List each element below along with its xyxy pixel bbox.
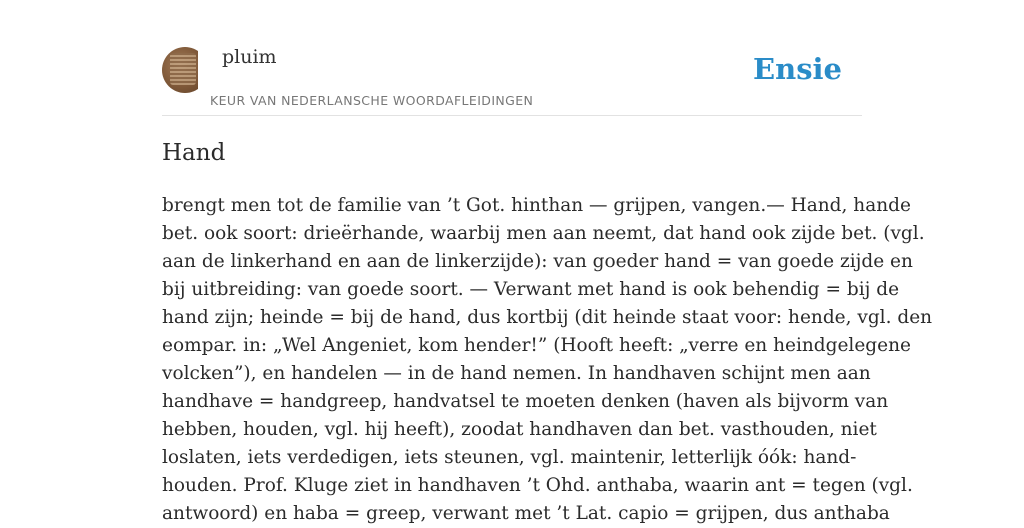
ensie-logo[interactable]: Ensie — [753, 52, 842, 86]
definition-line: hand zijn; heinde = bij de hand, dus kortbij (dit heinde staat voor: hende, vgl. den — [162, 307, 933, 328]
page — [162, 0, 933, 524]
avatar-mask — [198, 47, 208, 93]
definition-line: hebben, houden, vgl. hij heeft), zoodat handhaven dan bet. vasthouden, niet — [162, 419, 877, 440]
definition-line: bet. ook soort: drieërhande, waarbij men aan neemt, dat hand ook zijde bet. (vgl. — [162, 223, 925, 244]
definition-line: antwoord) en haba = greep, verwant met ’t Lat. capio = grijpen, dus anthaba — [162, 503, 890, 524]
collection-link[interactable]: KEUR VAN NEDERLANSCHE WOORDAFLEIDINGEN — [210, 93, 534, 108]
definition-line: houden. Prof. Kluge ziet in handhaven ’t Ohd. anthaba, waarin ant = tegen (vgl. — [162, 475, 913, 496]
definition-line: bij uitbreiding: van goede soort. — Verwant met hand is ook behendig = bij de — [162, 279, 900, 300]
book-page-icon — [170, 53, 196, 85]
definition-line: aan de linkerhand en aan de linkerzijde): van goeder hand = van goede zijde en — [162, 251, 913, 272]
avatar[interactable] — [162, 47, 208, 93]
definition-line: brengt men tot de familie van ’t Got. hinthan — grijpen, vangen.— Hand, hande — [162, 195, 911, 216]
definition-line: loslaten, iets verdedigen, iets steunen, vgl. maintenir, letterlijk óók: hand- — [162, 447, 857, 468]
definition-line: handhave = handgreep, handvatsel te moeten denken (haven als bijvorm van — [162, 391, 889, 412]
definition-line: eompar. in: „Wel Angeniet, kom hender!” (Hooft heeft: „verre en heindgelegene — [162, 335, 911, 356]
username-link[interactable]: pluim — [222, 46, 277, 68]
entry-definition — [162, 192, 933, 528]
definition-line: volcken”), en handelen — in de hand nemen. In handhaven schijnt men aan — [162, 363, 871, 384]
entry-header — [162, 0, 862, 116]
entry-title: Hand — [162, 140, 226, 166]
